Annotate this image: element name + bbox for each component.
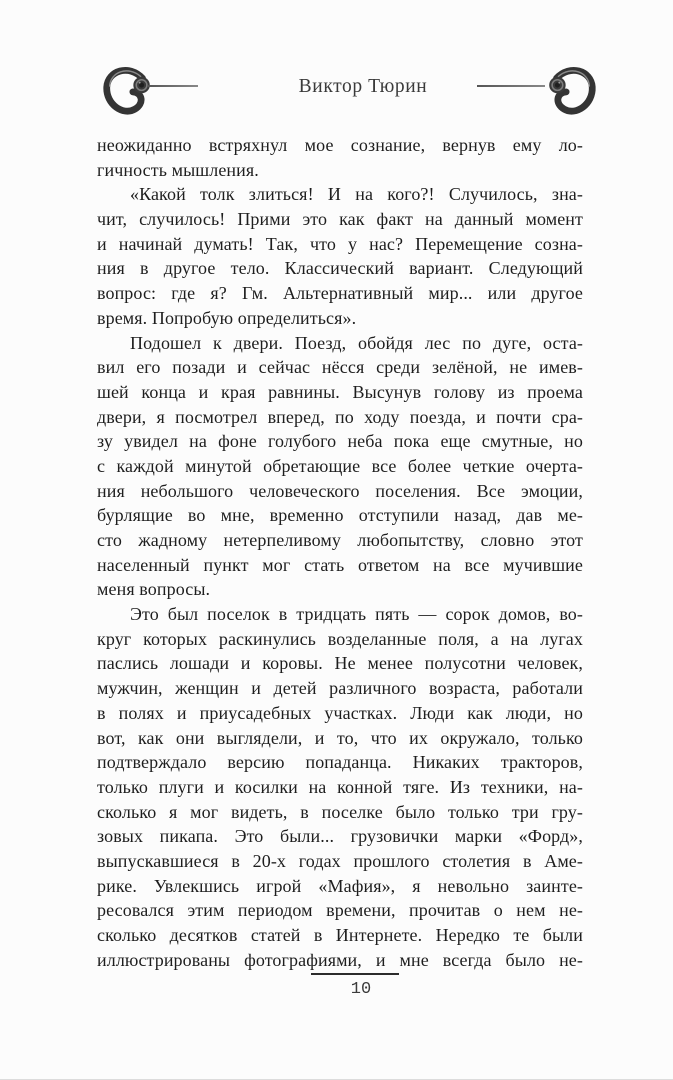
text-line: мужчин, женщин и детей различного возраста, работали: [97, 678, 583, 699]
text-line: и начинай думать! Так, что у нас? Перемещение созна-: [97, 233, 583, 254]
text-line: время. Попробую определиться».: [97, 307, 357, 328]
text-line: бурлящие во мне, временно отступили назад, дав ме-: [97, 505, 583, 526]
footer-rule: [311, 973, 399, 975]
text-line: гичность мышления.: [97, 159, 259, 180]
text-line: шей конца и края равнины. Высунув голову из проема: [97, 381, 583, 402]
text-line: иллюстрированы фотографиями, и мне всегда было не-: [97, 949, 583, 970]
text-line: Это был поселок в тридцать пять — сорок домов, во-: [130, 604, 583, 625]
page-number: 10: [350, 980, 372, 999]
text-line: вот, как они выглядели, и то, что их окружало, только: [97, 727, 583, 748]
page-header: [0, 0, 673, 130]
text-line: ния в другое тело. Классический вариант. Следующий: [97, 258, 583, 279]
text-line: зовых пикапа. Это были... грузовички марки «Форд»,: [97, 826, 583, 847]
text-line: сто жадному нетерпеливому любопытству, словно этот: [97, 530, 583, 550]
text-line: подтверждало версию попаданца. Никаких тракторов,: [97, 752, 583, 773]
text-line: зу увидел на фоне голубого неба пока еще смутные, но: [97, 431, 583, 452]
ornament-rule-right: [477, 85, 545, 87]
text-line: меня вопросы.: [97, 579, 211, 600]
text-line: населенный пункт мог стать ответом на все мучившие: [97, 554, 583, 575]
text-line: вопрос: где я? Гм. Альтернативный мир... или другое: [97, 283, 583, 304]
text-line: ния небольшого человеческого поселения. Все эмоции,: [97, 480, 583, 501]
text-line: ресовался этим периодом времени, прочитав о нем не-: [97, 900, 583, 921]
text-line: «Какой толк злиться! И на кого?! Случилось, зна-: [130, 184, 583, 205]
text-line: в полях и приусадебных участках. Люди как люди, но: [97, 702, 583, 723]
text-line: с каждой минутой обретающие все более четкие очерта-: [97, 455, 583, 476]
swirl-flourish-right-icon: [541, 58, 599, 116]
text-line: выпускавшиеся в 20-х годах прошлого столетия в Аме-: [97, 850, 583, 871]
text-line: паслись лошади и коровы. Не менее полусотни человек,: [97, 653, 583, 674]
author-running-head: Виктор Тюрин: [298, 76, 428, 97]
text-line: вил его позади и сейчас нёсся среди зелёной, не имев-: [97, 357, 583, 378]
text-line: двери, я посмотрел вперед, по ходу поезда, и почти сра-: [97, 406, 583, 427]
text-line: Подошел к двери. Поезд, обойдя лес по дуге, оста-: [130, 332, 583, 353]
text-line: сколько десятков статей в Интернете. Нередко те были: [97, 925, 583, 945]
text-line: сколько я мог видеть, в поселке было только три гру-: [97, 801, 583, 822]
page-body-text: [97, 133, 583, 972]
text-line: чит, случилось! Прими это как факт на данный момент: [97, 209, 583, 230]
text-line: круг которых раскинулись возделанные поля, а на лугах: [97, 628, 583, 649]
text-line: рике. Увлекшись игрой «Мафия», я невольно заинте-: [97, 875, 583, 896]
text-line: неожиданно встряхнул мое сознание, вернув ему ло-: [97, 135, 583, 155]
text-line: только плуги и косилки на конной тяге. Из техники, на-: [97, 776, 583, 797]
